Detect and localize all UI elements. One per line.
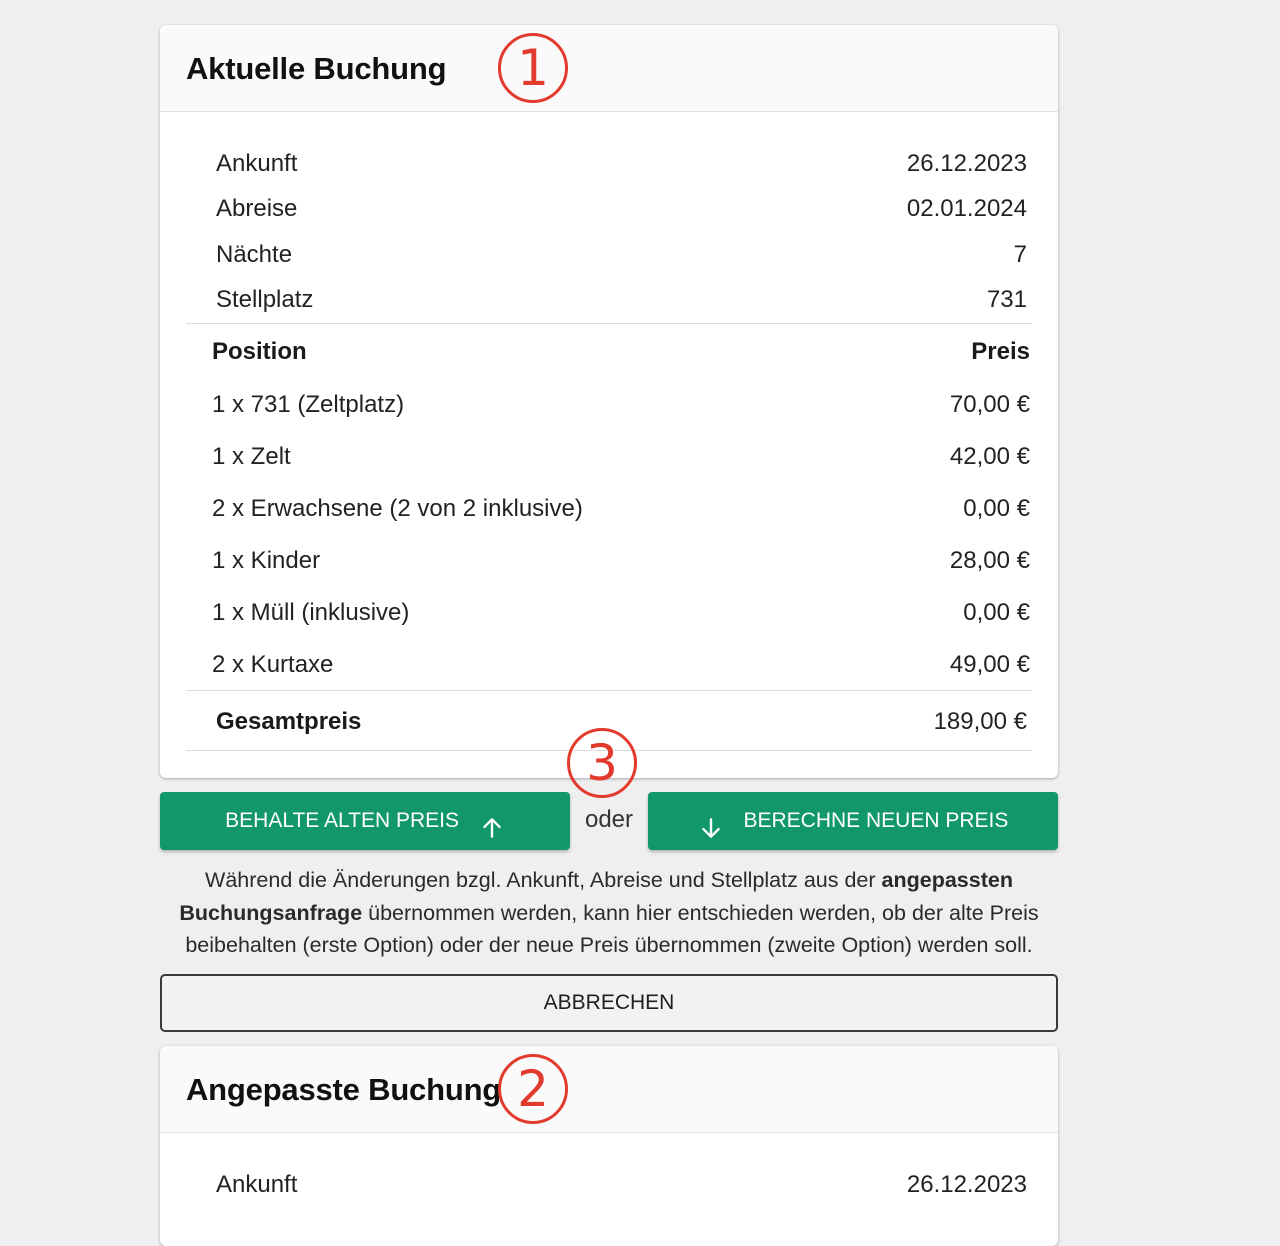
adjusted-booking-title: Angepasste Buchung: [186, 1072, 502, 1107]
position-row: [212, 591, 1030, 635]
note-text-bold: angepassten Buchungsanfrage: [179, 868, 1013, 925]
annotation-marker-1: 1: [498, 33, 568, 103]
position-price: 42,00 €: [949, 443, 1030, 470]
position-price: 0,00 €: [963, 599, 1030, 626]
position-column-header: Position: [212, 338, 307, 365]
adjusted-booking-card: [160, 1046, 1058, 1246]
position-label: 2 x Kurtaxe: [212, 651, 334, 678]
arrow-up-icon: [479, 806, 505, 832]
position-row: [212, 643, 1030, 687]
info-label: Ankunft: [216, 1171, 298, 1198]
info-label: Ankunft: [216, 150, 298, 177]
position-row: [212, 435, 1030, 479]
position-price: 0,00 €: [963, 495, 1030, 522]
info-label: Nächte: [216, 241, 293, 268]
position-row: [212, 539, 1030, 583]
info-label: Stellplatz: [216, 286, 314, 313]
adjusted-booking-header: [160, 1046, 1058, 1133]
info-row-arrival: [216, 144, 1027, 184]
current-booking-card: [160, 25, 1058, 778]
info-value: 26.12.2023: [906, 1171, 1027, 1198]
price-column-header: Preis: [971, 338, 1030, 365]
divider: [186, 323, 1032, 324]
position-label: 2 x Erwachsene (2 von 2 inklusive): [212, 495, 583, 522]
current-booking-title: Aktuelle Buchung: [186, 51, 447, 86]
info-label: Abreise: [216, 195, 298, 222]
position-row: [212, 383, 1030, 427]
position-label: 1 x Zelt: [212, 443, 291, 470]
calculate-new-price-label: BERECHNE NEUEN PREIS: [743, 809, 1009, 832]
note-text-part2: übernommen werden, kann hier entschieden werden, ob der alte Preis beibehalten (erste Option) oder der neue Preis übernommen (zweite Option) werden soll.: [185, 900, 1039, 957]
keep-old-price-label: BEHALTE ALTEN PREIS: [225, 809, 459, 832]
price-option-note: [160, 864, 1058, 962]
position-price: 70,00 €: [949, 391, 1030, 418]
annotation-marker-3: 3: [567, 728, 637, 798]
info-row-pitch: [216, 280, 1027, 320]
note-text-part1: Während die Änderungen bzgl. Ankunft, Abreise und Stellplatz aus der: [205, 868, 882, 892]
info-value: 731: [986, 286, 1027, 313]
info-value: 02.01.2024: [906, 195, 1027, 222]
info-value: 7: [1013, 241, 1027, 268]
calculate-new-price-button[interactable]: [648, 792, 1058, 850]
info-row-nights: [216, 235, 1027, 275]
total-label: Gesamtpreis: [216, 708, 362, 735]
position-price: 49,00 €: [949, 651, 1030, 678]
keep-old-price-button[interactable]: [160, 792, 570, 850]
info-value: 26.12.2023: [906, 150, 1027, 177]
info-row-arrival: [216, 1165, 1027, 1205]
annotation-marker-2: 2: [498, 1054, 568, 1124]
current-booking-header: [160, 25, 1058, 112]
position-price: 28,00 €: [949, 547, 1030, 574]
position-label: 1 x Kinder: [212, 547, 321, 574]
arrow-down-icon: [698, 806, 724, 832]
total-value: 189,00 €: [933, 708, 1027, 735]
position-label: 1 x 731 (Zeltplatz): [212, 391, 405, 418]
info-row-departure: [216, 189, 1027, 229]
cancel-button[interactable]: ABBRECHEN: [160, 974, 1058, 1032]
position-label: 1 x Müll (inklusive): [212, 599, 410, 626]
divider: [186, 690, 1032, 691]
position-row: [212, 487, 1030, 531]
or-label: oder: [584, 806, 634, 833]
positions-header-row: [212, 330, 1030, 374]
